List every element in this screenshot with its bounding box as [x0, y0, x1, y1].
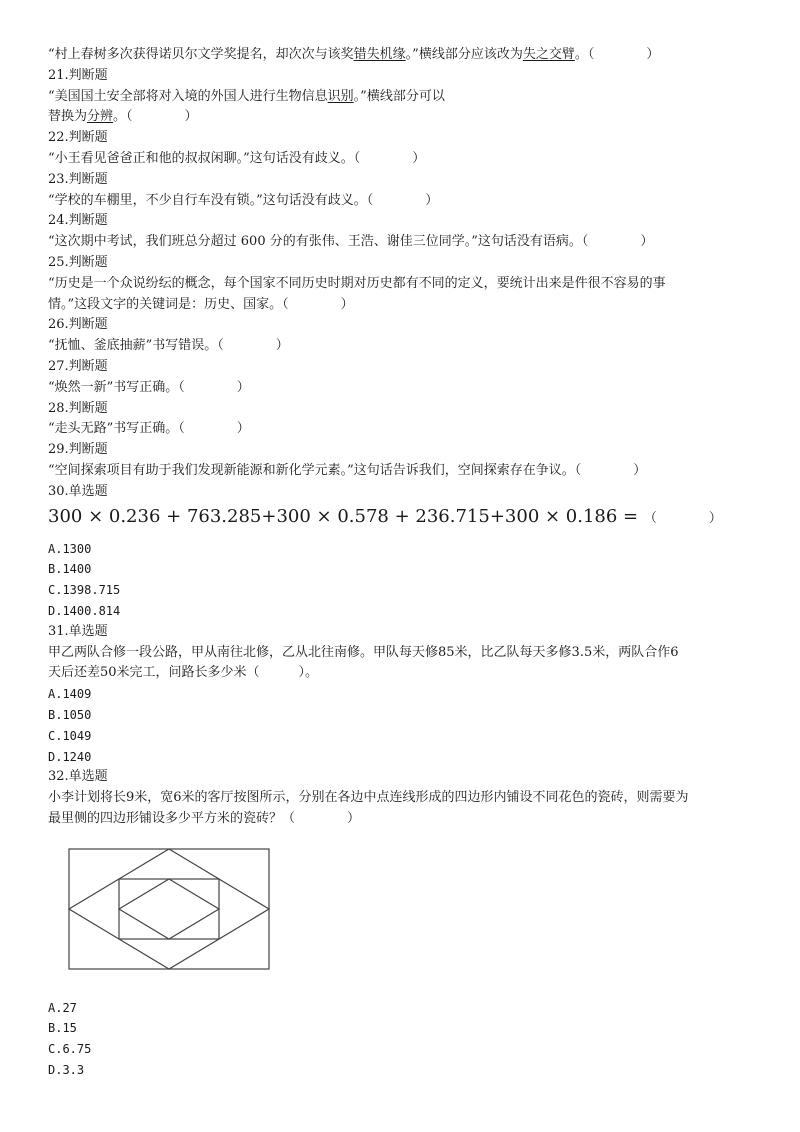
innermost-rhombus — [119, 879, 219, 939]
q20-text-mid: 。”横线部分应该改为 — [405, 47, 523, 62]
q30-header: 30.单选题 — [48, 483, 108, 499]
q26-text: “抚恤、釜底抽薪”书写错误。（ ） — [48, 338, 289, 354]
outer-rectangle — [69, 849, 269, 969]
q30-option-c[interactable]: C.1398.715 — [48, 583, 121, 598]
q30-option-a[interactable]: A.1300 — [48, 541, 92, 556]
q25-text-line1: “历史是一个众说纷纭的概念，每个国家不同历史时期对历史都有不同的定义，要统计出来是件很不容易的事 — [48, 275, 666, 291]
q32-option-a[interactable]: A.27 — [48, 1000, 77, 1015]
q28-text: “走头无路”书写正确。（ ） — [48, 421, 250, 437]
outer-rhombus — [69, 849, 269, 969]
q25-text-line2: 情。”这段文字的关键词是：历史、国家。（ ） — [48, 296, 354, 312]
q26-header: 26.判断题 — [48, 317, 108, 333]
q21-text-post: 。”横线部分可以 — [353, 88, 445, 104]
q32-header: 32.单选题 — [48, 769, 108, 785]
q31-option-a[interactable]: A.1409 — [48, 687, 92, 702]
q28-header: 28.判断题 — [48, 400, 108, 416]
question-page — [48, 45, 760, 1081]
q20-underlined-phrase: 错失机缘 — [353, 47, 406, 62]
q21-header: 21.判断题 — [48, 67, 108, 83]
q32-option-c[interactable]: C.6.75 — [48, 1042, 92, 1057]
q21-answer-paren: 。（ ） — [113, 109, 198, 125]
q21-text-pre: “美国国土安全部将对入境的外国人进行生物信息 — [48, 88, 328, 104]
q30-option-b[interactable]: B.1400 — [48, 562, 92, 577]
q32-option-d[interactable]: D.3.3 — [48, 1063, 85, 1078]
q20-text-pre: “村上春树多次获得诺贝尔文学奖提名，却次次与该奖 — [48, 47, 354, 62]
q21-line2-pre: 替换为 — [48, 109, 88, 125]
q31-header: 31.单选题 — [48, 623, 108, 639]
q29-text: “空间探索项目有助于我们发现新能源和新化学元素。”这句话告诉我们，空间探索存在争议。（ ） — [48, 462, 647, 478]
q22-header: 22.判断题 — [48, 130, 108, 146]
q27-header: 27.判断题 — [48, 358, 108, 374]
q30-formula-row — [48, 503, 760, 533]
q31-text-line1: 甲乙两队合修一段公路，甲从南往北修，乙从北往南修。甲队每天修85米，比乙队每天多修3.5米，两队合作6 — [48, 644, 679, 660]
q23-header: 23.判断题 — [48, 171, 108, 187]
q22-text: “小王看见爸爸正和他的叔叔闲聊。”这句话没有歧义。（ ） — [48, 150, 426, 166]
q20-replacement-phrase: 失之交臂 — [522, 47, 575, 62]
nested-quadrilaterals-figure — [68, 848, 272, 972]
q32-option-b[interactable]: B.15 — [48, 1021, 77, 1036]
inner-rectangle — [119, 879, 219, 939]
q31-option-d[interactable]: D.1240 — [48, 749, 92, 764]
q24-text: “这次期中考试，我们班总分超过 600 分的有张伟、王浩、谢佳三位同学。”这句话没有语病。（ ） — [48, 234, 654, 250]
q31-option-b[interactable]: B.1050 — [48, 707, 92, 722]
q27-text: “焕然一新”书写正确。（ ） — [48, 379, 250, 395]
q30-answer-paren: （ ） — [643, 510, 722, 526]
q24-header: 24.判断题 — [48, 213, 108, 229]
q25-header: 25.判断题 — [48, 254, 108, 270]
q20-text — [48, 45, 760, 66]
q30-option-d[interactable]: D.1400.814 — [48, 603, 121, 618]
q21-text-line2 — [48, 107, 760, 128]
q21-replacement-word: 分辨 — [87, 109, 114, 125]
q21-text-line1 — [48, 87, 760, 108]
q23-text: “学校的车棚里，不少自行车没有锁。”这句话没有歧义。（ ） — [48, 192, 439, 208]
q32-text-line1: 小李计划将长9米，宽6米的客厅按图所示，分别在各边中点连线形成的四边形内铺设不同花色的瓷砖，则需要为 — [48, 790, 689, 806]
q31-text-line2: 天后还差50米完工，问路长多少米（ ）。 — [48, 665, 319, 681]
q30-formula: 300 × 0.236 + 763.285+300 × 0.578 + 236.715+300 × 0.186 = — [48, 505, 639, 527]
q29-header: 29.判断题 — [48, 442, 108, 458]
q32-text-line2: 最里侧的四边形铺设多少平方米的瓷砖？（ ） — [48, 810, 361, 826]
q31-option-c[interactable]: C.1049 — [48, 728, 92, 743]
q21-underlined-word: 识别 — [327, 88, 354, 104]
q20-answer-paren: 。（ ） — [574, 47, 660, 62]
